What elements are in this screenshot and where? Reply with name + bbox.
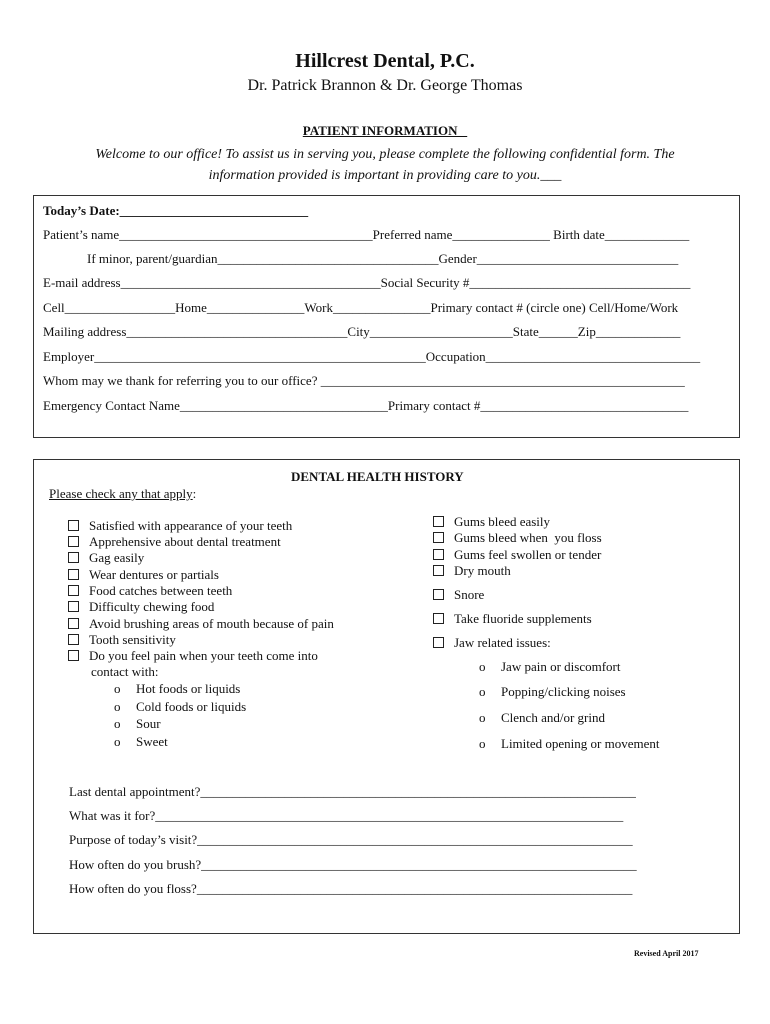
- checkbox-item[interactable]: [68, 534, 281, 550]
- checkbox-icon[interactable]: [433, 516, 444, 527]
- floss-frequency-field[interactable]: How often do you floss?___________________________________________________________________: [69, 881, 633, 896]
- checkbox-label: Tooth sensitivity: [89, 632, 176, 647]
- checkbox-label: Gums bleed when you floss: [454, 530, 602, 545]
- check-instruction-text: Please check any that apply: [49, 486, 193, 501]
- doctors-names: Dr. Patrick Brannon & Dr. George Thomas: [247, 77, 523, 94]
- checkbox-icon[interactable]: [433, 613, 444, 624]
- sub-option-bullet: o: [114, 681, 121, 696]
- sub-option-bullet: o: [114, 699, 121, 714]
- sub-option-bullet: o: [114, 716, 121, 731]
- checkbox-icon[interactable]: [68, 618, 79, 629]
- checkbox-item[interactable]: [433, 547, 601, 563]
- checkbox-icon[interactable]: [433, 589, 444, 600]
- checkbox-label-continuation: contact with:: [91, 664, 159, 679]
- checkbox-icon[interactable]: [68, 634, 79, 645]
- checkbox-item[interactable]: [433, 587, 484, 603]
- checkbox-icon[interactable]: [433, 565, 444, 576]
- dental-history-title: DENTAL HEALTH HISTORY: [291, 469, 464, 484]
- sub-option-label[interactable]: Clench and/or grind: [501, 710, 605, 725]
- checkbox-icon[interactable]: [68, 536, 79, 547]
- checkbox-label: Jaw related issues:: [454, 635, 551, 650]
- checkbox-label: Difficulty chewing food: [89, 599, 215, 614]
- last-appointment-field[interactable]: Last dental appointment?___________________________________________________________________: [69, 784, 636, 799]
- checkbox-icon[interactable]: [68, 569, 79, 580]
- name-birthdate-row[interactable]: Patient’s name_______________________________________Preferred name_______________ Birth date_____________: [43, 227, 690, 242]
- sub-option-label[interactable]: Sweet: [136, 734, 168, 749]
- sub-option-label[interactable]: Limited opening or movement: [501, 736, 660, 751]
- checkbox-label: Wear dentures or partials: [89, 567, 219, 582]
- checkbox-label: Do you feel pain when your teeth come into: [89, 648, 318, 663]
- checkbox-label: Take fluoride supplements: [454, 611, 592, 626]
- employer-occupation-row[interactable]: Employer___________________________________________________Occupation_________________________________: [43, 349, 701, 364]
- todays-date-field[interactable]: Today’s Date:_____________________________: [43, 203, 309, 218]
- checkbox-item[interactable]: [433, 611, 592, 627]
- checkbox-item[interactable]: [68, 632, 176, 648]
- checkbox-item[interactable]: [68, 567, 219, 583]
- checkbox-item[interactable]: [68, 616, 334, 632]
- checkbox-label: Gums feel swollen or tender: [454, 547, 602, 562]
- brush-frequency-field[interactable]: How often do you brush?___________________________________________________________________: [69, 857, 637, 872]
- checkbox-label: Apprehensive about dental treatment: [89, 534, 281, 549]
- checkbox-item[interactable]: [68, 583, 232, 599]
- checkbox-icon[interactable]: [68, 585, 79, 596]
- sub-option-label[interactable]: Popping/clicking noises: [501, 684, 626, 699]
- checkbox-label: Gums bleed easily: [454, 514, 551, 529]
- visit-purpose-field[interactable]: Purpose of today’s visit?___________________________________________________________________: [69, 832, 633, 847]
- checkbox-icon[interactable]: [68, 552, 79, 563]
- checkbox-item[interactable]: [433, 635, 551, 651]
- checkbox-label: Snore: [454, 587, 485, 602]
- checkbox-item[interactable]: [433, 530, 602, 546]
- practice-name: Hillcrest Dental, P.C.: [295, 50, 475, 72]
- checkbox-item[interactable]: [68, 648, 318, 664]
- checkbox-label: Gag easily: [89, 550, 145, 565]
- sub-option-label[interactable]: Jaw pain or discomfort: [501, 659, 621, 674]
- sub-option-bullet: o: [479, 659, 486, 674]
- sub-option-label[interactable]: Cold foods or liquids: [136, 699, 247, 714]
- checkbox-item[interactable]: [68, 550, 144, 566]
- emergency-contact-row[interactable]: Emergency Contact Name________________________________Primary contact #________________________________: [43, 398, 689, 413]
- checkbox-item[interactable]: [68, 599, 214, 615]
- guardian-gender-row[interactable]: If minor, parent/guardian__________________________________Gender_______________________________: [87, 251, 679, 266]
- sub-option-bullet: o: [114, 734, 121, 749]
- checkbox-label: Food catches between teeth: [89, 583, 233, 598]
- checkbox-label: Satisfied with appearance of your teeth: [89, 518, 293, 533]
- sub-option-bullet: o: [479, 684, 486, 699]
- sub-option-label[interactable]: Sour: [136, 716, 161, 731]
- appointment-reason-field[interactable]: What was it for?________________________________________________________________________: [69, 808, 624, 823]
- sub-option-bullet: o: [479, 710, 486, 725]
- checkbox-icon[interactable]: [68, 520, 79, 531]
- checkbox-item[interactable]: [68, 518, 292, 534]
- intro-text: [30, 144, 740, 186]
- checkbox-icon[interactable]: [433, 532, 444, 543]
- checkbox-icon[interactable]: [433, 549, 444, 560]
- intro-line-2: information provided is important in providing care to you.___: [208, 168, 562, 183]
- checkbox-icon[interactable]: [68, 650, 79, 661]
- check-instruction-colon: :: [192, 486, 197, 501]
- sub-option-bullet: o: [479, 736, 486, 751]
- checkbox-icon[interactable]: [68, 601, 79, 612]
- intro-line-1: Welcome to our office! To assist us in serving you, please complete the following confidential form. The: [95, 147, 675, 162]
- checkbox-label: Dry mouth: [454, 563, 511, 578]
- referral-row[interactable]: Whom may we thank for referring you to our office? ________________________________________________________: [43, 373, 685, 388]
- section-title-patient-information: PATIENT INFORMATION: [302, 123, 468, 138]
- revision-note: Revised April 2017: [634, 949, 699, 958]
- checkbox-label: Avoid brushing areas of mouth because of pain: [89, 616, 334, 631]
- address-row[interactable]: Mailing address__________________________________City______________________State______Zip_____________: [43, 324, 681, 339]
- checkbox-item[interactable]: [433, 563, 511, 579]
- check-instruction: [49, 486, 196, 502]
- phone-row[interactable]: Cell_________________Home_______________Work_______________Primary contact # (circle one) Cell/Home/Work: [43, 300, 679, 315]
- sub-option-label[interactable]: Hot foods or liquids: [136, 681, 241, 696]
- checkbox-icon[interactable]: [433, 637, 444, 648]
- checkbox-item[interactable]: [433, 514, 550, 530]
- email-ssn-row[interactable]: E-mail address________________________________________Social Security #__________________________________: [43, 275, 691, 290]
